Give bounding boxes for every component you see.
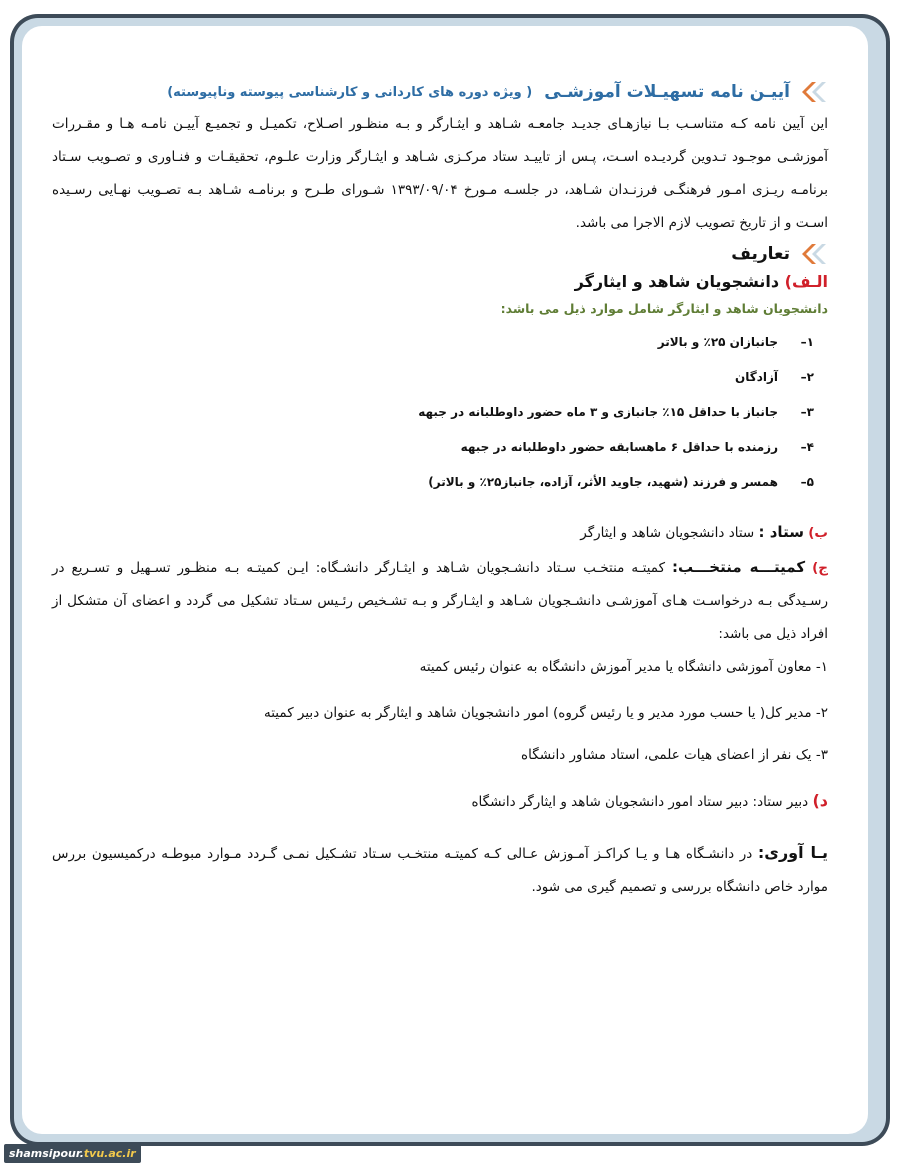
definition-letter: الـف) bbox=[784, 272, 828, 291]
list-item: ۲–آزادگان bbox=[734, 370, 814, 384]
list-item: ۱–جانبازان ۲۵٪ و بالاتر bbox=[657, 335, 814, 349]
double-chevron-icon bbox=[798, 80, 828, 104]
document-subtitle: ( ویژه دوره های کاردانی و کارشناسی پیوسته وناپیوسته) bbox=[167, 84, 533, 100]
definition-alef bbox=[52, 272, 828, 291]
definition-label: کمیتـــه منتخـــب: bbox=[672, 558, 806, 576]
reminder-note bbox=[52, 836, 828, 904]
document-header bbox=[52, 80, 828, 104]
definition-title: دانشجویان شاهد و ایثارگر bbox=[574, 272, 780, 291]
definition-text: دبیر ستاد: دبیر ستاد امور دانشجویان شاهد و ایثارگر دانشگاه bbox=[471, 794, 809, 810]
definitions-heading: تعاریف bbox=[731, 244, 790, 264]
committee-member: ۲- مدیر کل( یا حسب مورد مدیر و یا رئیس گروه) امور دانشجویان شاهد و ایثارگر به عنوان دبیر کمیته bbox=[264, 705, 828, 721]
note-text: در دانشـگاه هـا و یـا کراکـز آمـوزش عـالی کـه کمیتـه منتخـب سـتاد تشـکیل نمـی گـردد مـوارد مبوطـه درکمیسیون بررس موارد خاص دانشگاه بررسی و تصمیم گیری می شود. bbox=[52, 846, 828, 895]
note-label: یـا آوری: bbox=[757, 843, 829, 862]
list-item: ۵–همسر و فرزند (شهید، جاوید الأثر، آزاده، جانباز۲۵٪ و بالاتر) bbox=[428, 475, 814, 489]
definition-dal bbox=[52, 791, 828, 810]
definition-text: ستاد دانشجویان شاهد و ایثارگر bbox=[580, 525, 755, 541]
alef-list bbox=[52, 332, 828, 507]
alef-intro: دانشجویان شاهد و ایثارگر شامل موارد ذیل می باشد: bbox=[500, 301, 828, 316]
definition-be bbox=[52, 523, 828, 541]
definition-letter: ج) bbox=[812, 560, 829, 576]
double-chevron-icon bbox=[798, 242, 828, 266]
intro-paragraph: این آیین نامه کـه متناسـب بـا نیازهـای جدیـد جامعـه شـاهد و ایثـارگر و بـه منظـور اصـلاح، تکمیـل و تجمیـع آییـن نامـه هـا و مقـررات آموزشـی موجـود تـدوین گردیـده اسـت، پـس از تاییـد ستاد مرکـزی شـاهد و ایثـارگر وزارت علـوم، تحقیقـات و فنـاوری و تصـویب سـتاد برنامـه ریـزی امـور فرهنگـی فرزنـدان شـاهد، در جلسـه مـورخ ۱۳۹۳/۰۹/۰۴ شـورای طـرح و برنامـه شـاهد بـه تصـویب نهـایی رسـیده اسـت و از تاریخ تصویب لازم الاجرا می باشد. bbox=[52, 116, 828, 231]
definition-label: ستاد : bbox=[758, 523, 804, 541]
footer-url-link[interactable]: shamsipour.tvu.ac.ir bbox=[4, 1144, 141, 1163]
definition-text: کمیتـه منتخـب سـتاد دانشـجویان شـاهد و ایثـارگر دانشـگاه: ایـن کمیتـه بـه منظـور تسـهیل و تسـریع در رسـیدگی بـه درخواسـت هـای آموزشـی دانشـجویان شـاهد و ایثـارگر و بـه تشـخیص رئـیس سـتاد تشکیل می گردد و اعضای آن متشکل از افراد ذیل می باشد: bbox=[52, 560, 828, 642]
committee-member: ۱- معاون آموزشی دانشگاه یا مدیر آموزش دانشگاه به عنوان رئیس کمیته bbox=[419, 659, 828, 675]
definition-letter: د) bbox=[812, 791, 828, 810]
list-item: ۳–جانباز با حداقل ۱۵٪ جانبازی و ۳ ماه حضور داوطلبانه در جبهه bbox=[418, 405, 814, 419]
document-title: آییـن نامه تسهیـلات آموزشـی bbox=[544, 82, 790, 102]
committee-member: ۳- یک نفر از اعضای هیات علمی، استاد مشاور دانشگاه bbox=[521, 747, 828, 763]
document-content bbox=[52, 80, 828, 904]
definition-letter: ب) bbox=[808, 525, 828, 541]
list-item: ۴–رزمنده با حداقل ۶ ماهسابقه حضور داوطلبانه در جبهه bbox=[460, 440, 814, 454]
definition-jim bbox=[52, 551, 828, 651]
definitions-header bbox=[52, 242, 828, 266]
